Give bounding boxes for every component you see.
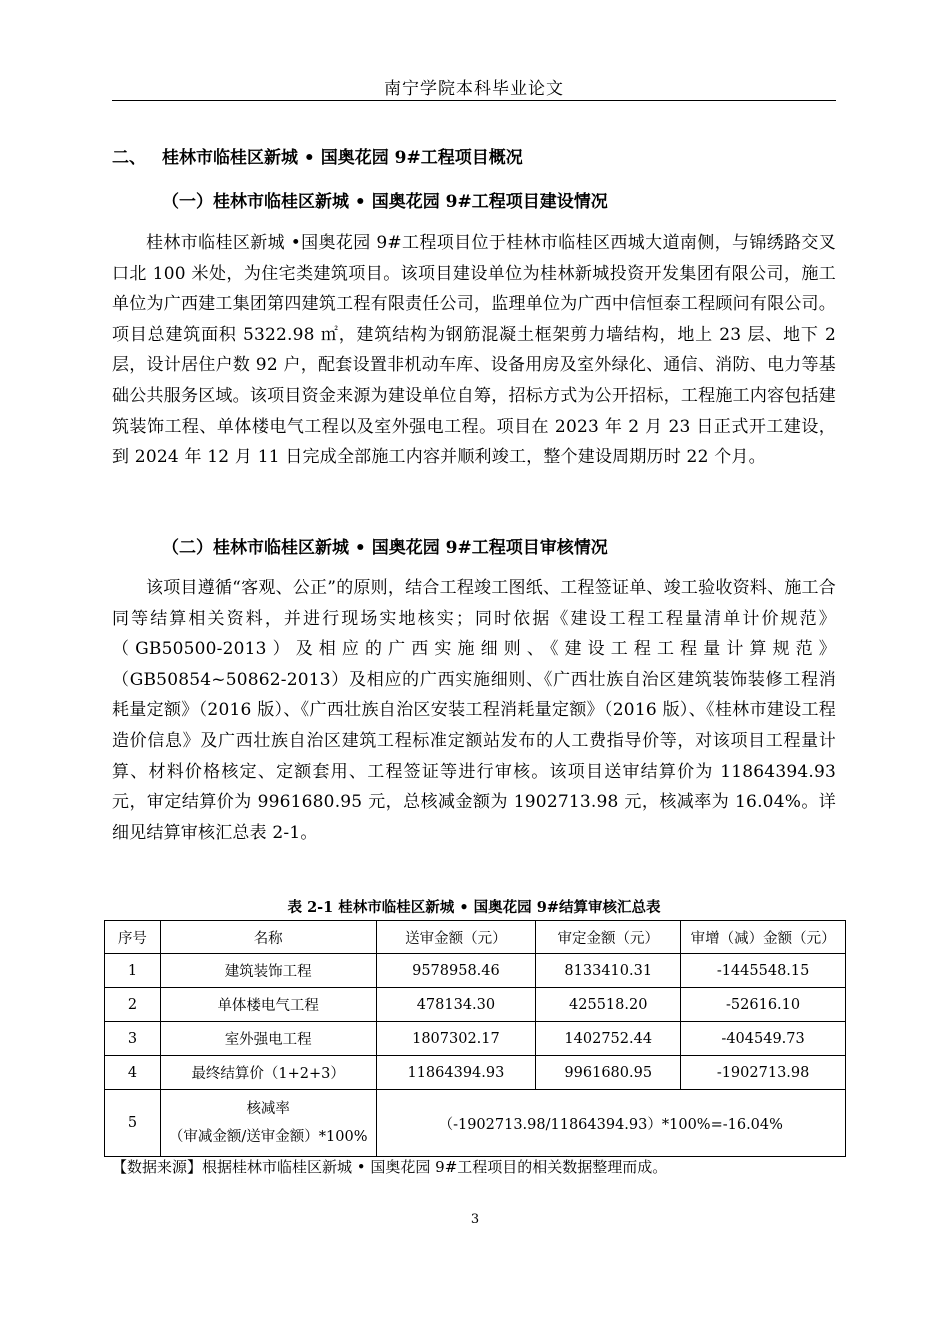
data-source-note: 【数据来源】根据桂林市临桂区新城 • 国奥花园 9#工程项目的相关数据整理而成。 [112,1158,668,1176]
subsection-2-heading: （二）桂林市临桂区新城 • 国奥花园 9#工程项目审核情况 [162,538,608,558]
table-row [105,954,846,988]
table-header-row [105,921,846,954]
cell-submitted: 11864394.93 [376,1056,536,1090]
cell-approved: 9961680.95 [536,1056,681,1090]
cell-approved: 425518.20 [536,988,681,1022]
cell-approved: 1402752.44 [536,1022,681,1056]
header-name: 名称 [160,921,376,954]
section-title: 桂林市临桂区新城 • 国奥花园 9#工程项目概况 [162,148,523,168]
cell-approved: 8133410.31 [536,954,681,988]
table-row-reduction-rate [105,1090,846,1157]
header-approved: 审定金额（元） [536,921,681,954]
subsection-1-heading: （一）桂林市临桂区新城 • 国奥花园 9#工程项目建设情况 [162,192,608,212]
subsection-1-paragraph: 桂林市临桂区新城 •国奥花园 9#工程项目位于桂林市临桂区西城大道南侧，与锦绣路交叉口北 100 米处，为住宅类建筑项目。该项目建设单位为桂林新城投资开发集团有限公司，施工单位为广西建工集团第四建筑工程有限责任公司，监理单位为广西中信恒泰工程顾问有限公司。项目总建筑面积 5322.98 ㎡，建筑结构为钢筋混凝土框架剪力墙结构，地上 23 层、地下 2 层，设计居住户数 92 户，配套设置非机动车库、设备用房及室外绿化、通信、消防、电力等基础公共服务区域。该项目资金来源为建设单位自筹，招标方式为公开招标，工程施工内容包括建筑装饰工程、单体楼电气工程以及室外强电工程。项目在 2023 年 2 月 23 日正式开工建设，到 2024 年 12 月 11 日完成全部施工内容并顺利竣工，整个建设周期历时 22 个月。 [112,233,836,468]
header-no: 序号 [105,921,161,954]
cell-no: 5 [105,1090,161,1157]
cell-rate-label [160,1090,376,1157]
table-caption: 表 2-1 桂林市临桂区新城 • 国奥花园 9#结算审核汇总表 [287,899,661,916]
header-divider [112,100,836,101]
header-submitted: 送审金额（元） [376,921,536,954]
settlement-summary-table [104,920,846,1157]
cell-difference: -1902713.98 [681,1056,846,1090]
cell-name: 建筑装饰工程 [160,954,376,988]
cell-no: 4 [105,1056,161,1090]
page-number: 3 [470,1212,480,1227]
cell-rate-value: （-1902713.98/11864394.93）*100%=-16.04% [376,1090,846,1157]
cell-name: 最终结算价（1+2+3） [160,1056,376,1090]
section-number: 二、 [112,148,146,168]
cell-name: 单体楼电气工程 [160,988,376,1022]
cell-submitted: 478134.30 [376,988,536,1022]
table-row [105,1056,846,1090]
cell-submitted: 1807302.17 [376,1022,536,1056]
cell-name: 室外强电工程 [160,1022,376,1056]
table-row [105,1022,846,1056]
cell-no: 1 [105,954,161,988]
cell-difference: -1445548.15 [681,954,846,988]
cell-no: 3 [105,1022,161,1056]
cell-difference: -52616.10 [681,988,846,1022]
rate-label-line1: 核减率 [246,1101,290,1117]
cell-no: 2 [105,988,161,1022]
table-row [105,988,846,1022]
rate-label-line2: （审减金额/送审金额）*100% [168,1129,368,1145]
subsection-2-paragraph: 该项目遵循“客观、公正”的原则，结合工程竣工图纸、工程签证单、竣工验收资料、施工合同等结算相关资料，并进行现场实地核实；同时依据《建设工程工程量清单计价规范》（GB50500-2013）及相应的广西实施细则、《建设工程工程量计算规范》（GB50854~50862-2013）及相应的广西实施细则、《广西壮族自治区建筑装饰装修工程消耗量定额》（2016 版）、《广西壮族自治区安装工程消耗量定额》（2016 版）、《桂林市建设工程造价信息》及广西壮族自治区建筑工程标准定额站发布的人工费指导价等，对该项目工程量计算、材料价格核定、定额套用、工程签证等进行审核。该项目送审结算价为 11864394.93 元，审定结算价为 9961680.95 元，总核减金额为 1902713.98 元，核减率为 16.04%。详细见结算审核汇总表 2-1。 [112,578,836,843]
section-heading [112,143,523,168]
page-header: 南宁学院本科毕业论文 [384,79,564,99]
header-difference: 审增（减）金额（元） [681,921,846,954]
cell-submitted: 9578958.46 [376,954,536,988]
cell-difference: -404549.73 [681,1022,846,1056]
